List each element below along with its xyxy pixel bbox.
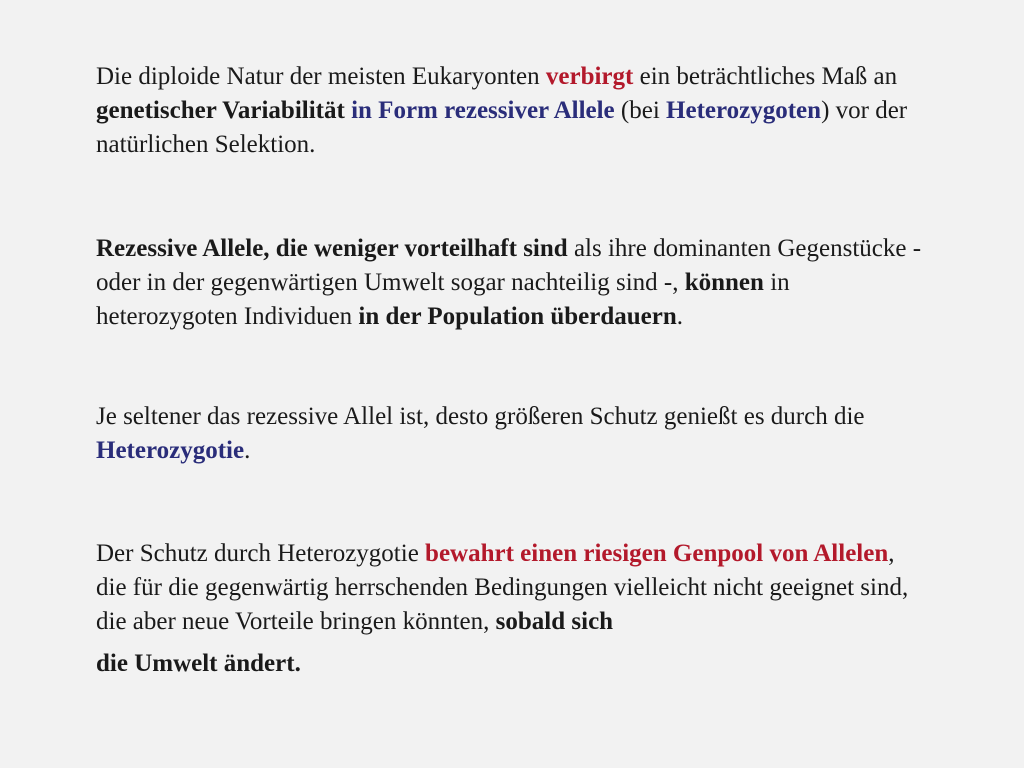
text-segment: Heterozygotie xyxy=(96,437,245,464)
paragraph-gene-pool-last-line: die Umwelt ändert. xyxy=(96,650,301,677)
text-segment: , die für die gegenwärtig herrschenden Bedingungen vielleicht nicht geeignet sind, die aber neue Vorteile bringen könnten, xyxy=(96,540,915,635)
text-segment: als ihre dominanten Gegenstücke - oder in der gegenwärtigen Umwelt sogar nachteilig sind -, xyxy=(96,235,928,296)
text-segment: Je seltener das rezessive Allel ist, desto größeren Schutz genießt es durch die xyxy=(96,403,871,430)
text-segment: Heterozygoten xyxy=(666,97,822,124)
text-segment: (bei xyxy=(614,97,667,124)
text-segment: ) vor der natürlichen Selektion. xyxy=(96,97,914,158)
text-segment: Die diploide Natur der meisten Eukaryonten xyxy=(96,63,546,90)
paragraph-rarity-protection xyxy=(96,400,926,468)
paragraph-recessive-alleles xyxy=(96,232,926,334)
paragraph-gene-pool xyxy=(96,537,926,681)
text-segment: Der Schutz durch Heterozygotie xyxy=(96,540,426,567)
text-segment: . xyxy=(244,437,251,464)
text-segment: in heterozygoten Individuen xyxy=(96,269,796,330)
text-segment: genetischer Variabilität xyxy=(96,97,345,124)
text-segment: bewahrt einen riesigen Genpool von Allelen xyxy=(425,540,889,567)
text-segment: ein beträchtliches Maß an xyxy=(633,63,904,90)
text-segment: . xyxy=(676,303,684,330)
text-segment: Rezessive Allele, die weniger vorteilhaft sind xyxy=(96,235,568,262)
text-segment: in Form rezessiver Allele xyxy=(351,97,615,124)
paragraph-diploid-variability xyxy=(96,60,926,162)
text-segment: in der Population überdauern xyxy=(358,303,677,330)
text-segment: verbirgt xyxy=(545,63,634,90)
text-segment: können xyxy=(684,269,764,296)
text-segment: sobald sich xyxy=(495,608,614,635)
paragraph-gene-pool-body xyxy=(96,540,914,635)
